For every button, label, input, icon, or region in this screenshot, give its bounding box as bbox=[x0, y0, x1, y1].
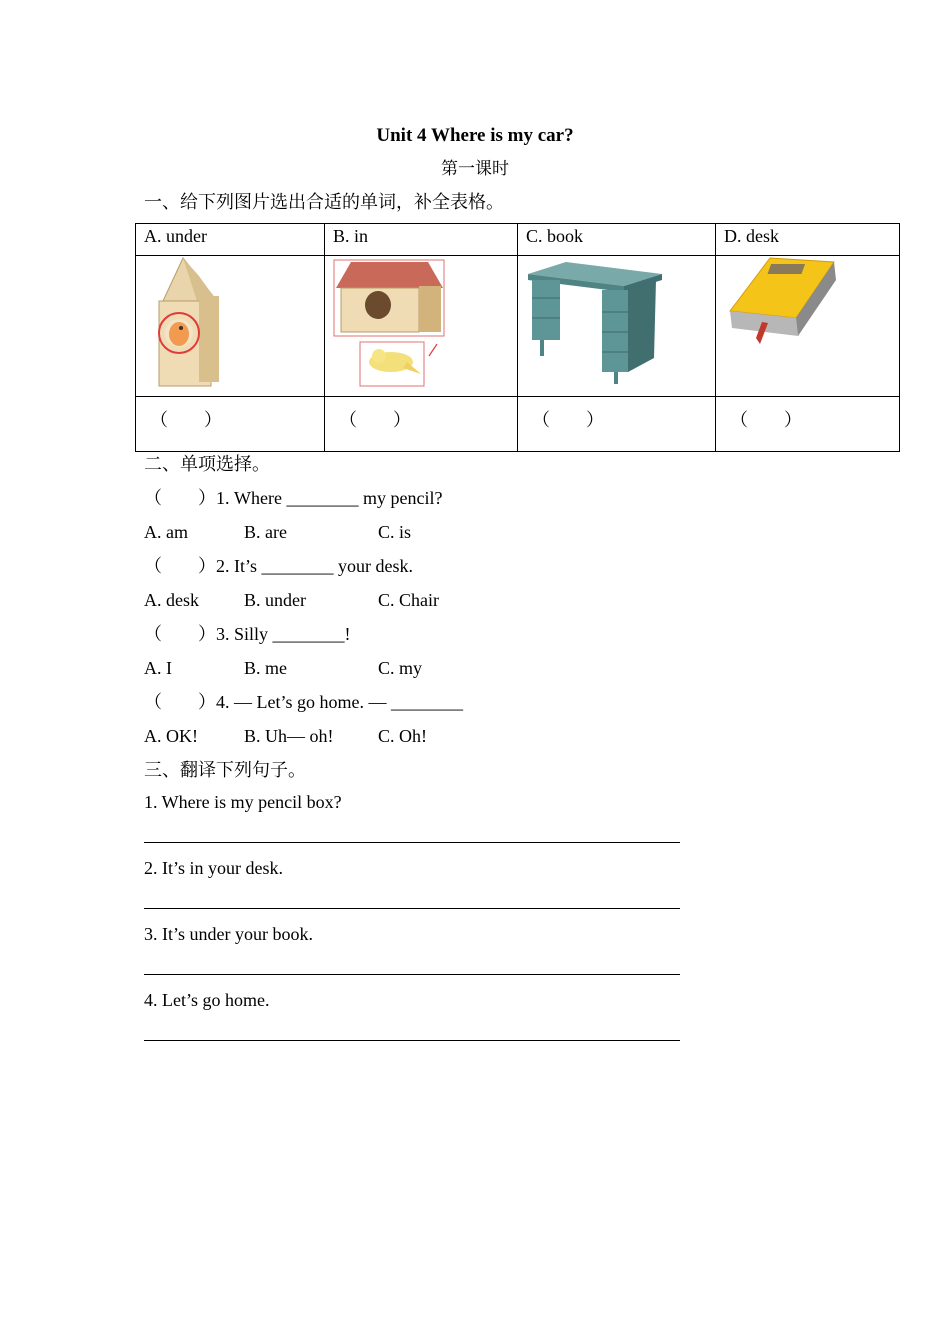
part1-heading: 一、给下列图片选出合适的单词，补全表格。 bbox=[144, 192, 504, 212]
question-1-option-b[interactable]: B. are bbox=[244, 522, 287, 542]
part2-heading: 二、单项选择。 bbox=[144, 454, 270, 474]
word-cell-c: C. book bbox=[518, 224, 716, 256]
word-cell-b: B. in bbox=[325, 224, 518, 256]
birdhouse-and-bird-icon bbox=[333, 258, 453, 390]
page-title: Unit 4 Where is my car? bbox=[376, 125, 574, 146]
answer-blank-1[interactable]: （ ） bbox=[136, 397, 325, 452]
word-picture-table bbox=[135, 223, 900, 452]
answer-line-4[interactable] bbox=[144, 1040, 680, 1041]
desk-icon bbox=[526, 260, 666, 386]
answer-blank-3[interactable]: （ ） bbox=[518, 397, 716, 452]
picture-cell-4 bbox=[716, 256, 900, 397]
question-2-option-c[interactable]: C. Chair bbox=[378, 590, 439, 610]
sentence-3: 3. It’s under your book. bbox=[144, 924, 313, 944]
question-2-stem: （ ）2. It’s ________ your desk. bbox=[144, 556, 413, 576]
question-1-option-c[interactable]: C. is bbox=[378, 522, 412, 542]
sentence-2: 2. It’s in your desk. bbox=[144, 858, 283, 878]
word-cell-a: A. under bbox=[136, 224, 325, 256]
question-1-stem: （ ）1. Where ________ my pencil? bbox=[144, 488, 443, 508]
answer-line-3[interactable] bbox=[144, 974, 680, 975]
book-icon bbox=[722, 256, 842, 350]
sentence-1: 1. Where is my pencil box? bbox=[144, 792, 342, 812]
birdhouse-under-icon bbox=[151, 256, 241, 391]
page-subtitle: 第一课时 bbox=[441, 159, 509, 178]
question-4-option-b[interactable]: B. Uh— oh! bbox=[244, 726, 334, 746]
question-2-option-b[interactable]: B. under bbox=[244, 590, 306, 610]
question-4-option-c[interactable]: C. Oh! bbox=[378, 726, 427, 746]
word-cell-d: D. desk bbox=[716, 224, 900, 256]
answer-line-1[interactable] bbox=[144, 842, 680, 843]
question-3-option-c[interactable]: C. my bbox=[378, 658, 423, 678]
question-2-option-a[interactable]: A. desk bbox=[144, 590, 199, 610]
part3-heading: 三、翻译下列句子。 bbox=[144, 760, 306, 780]
question-4-option-a[interactable]: A. OK! bbox=[144, 726, 198, 746]
answer-blank-2[interactable]: （ ） bbox=[325, 397, 518, 452]
question-3-option-b[interactable]: B. me bbox=[244, 658, 287, 678]
question-1-option-a[interactable]: A. am bbox=[144, 522, 188, 542]
answer-line-2[interactable] bbox=[144, 908, 680, 909]
question-3-option-a[interactable]: A. I bbox=[144, 658, 172, 678]
picture-cell-2 bbox=[325, 256, 518, 397]
picture-cell-3 bbox=[518, 256, 716, 397]
question-3-stem: （ ）3. Silly ________! bbox=[144, 624, 351, 644]
question-4-stem: （ ）4. — Let’s go home. — ________ bbox=[144, 692, 463, 712]
answer-blank-4[interactable]: （ ） bbox=[716, 397, 900, 452]
picture-cell-1 bbox=[136, 256, 325, 397]
sentence-4: 4. Let’s go home. bbox=[144, 990, 270, 1010]
